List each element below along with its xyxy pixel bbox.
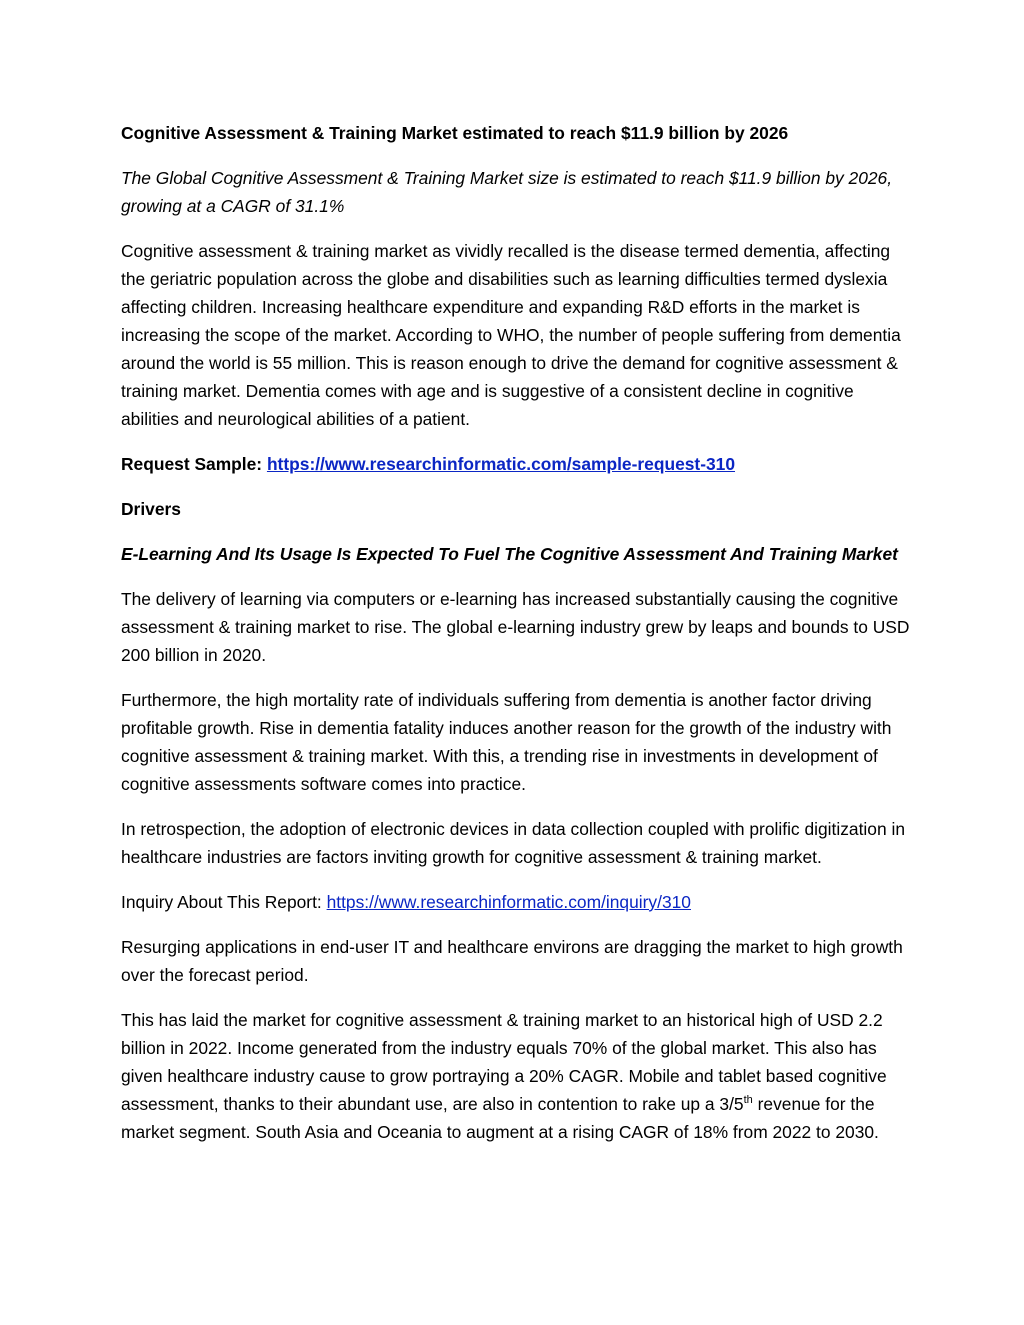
request-sample-link[interactable]: https://www.researchinformatic.com/sample-request-310 [266, 454, 736, 474]
retrospection-paragraph: In retrospection, the adoption of electronic devices in data collection coupled with prolific digitization in healthcare industries are factors inviting growth for cognitive assessment & training market. [121, 819, 905, 867]
drivers-heading: Drivers [121, 499, 181, 519]
request-sample-line [121, 450, 911, 478]
inquiry-link[interactable]: https://www.researchinformatic.com/inquiry/310 [326, 892, 691, 912]
intro-paragraph: Cognitive assessment & training market as vividly recalled is the disease termed dementia, affecting the geriatric population across the globe and disabilities such as learning difficulties termed dyslexia affecting children. Increasing healthcare expenditure and expanding R&D efforts in the market is increasing the scope of the market. According to WHO, the number of people suffering from dementia around the world is 55 million. This is reason enough to drive the demand for cognitive assessment & training market. Dementia comes with age and is suggestive of a consistent decline in cognitive abilities and neurological abilities of a patient. [121, 241, 901, 429]
ordinal-superscript: th [743, 1094, 753, 1107]
request-sample-label: Request Sample: [121, 454, 267, 474]
inquiry-label: Inquiry About This Report: [121, 892, 327, 912]
final-paragraph [121, 1006, 911, 1146]
document-page [121, 119, 911, 1163]
resurging-paragraph: Resurging applications in end-user IT and healthcare environs are dragging the market to high growth over the forecast period. [121, 937, 903, 985]
drivers-subheading: E-Learning And Its Usage Is Expected To Fuel The Cognitive Assessment And Training Market [121, 544, 898, 564]
document-title: Cognitive Assessment & Training Market estimated to reach $11.9 billion by 2026 [121, 123, 789, 143]
final-paragraph-text-start: This has laid the market for cognitive assessment & training market to an historical high of USD 2.2 billion in 2022. Income generated from the industry equals 70% of the global market. This also has given healthcare industry cause to grow portraying a 20% CAGR. Mobile and tablet based cognitive assessment, thanks to their abundant use, are also in contention to rake up a 3/5 [121, 1010, 887, 1114]
inquiry-line [121, 888, 911, 916]
document-subtitle: The Global Cognitive Assessment & Training Market size is estimated to reach $11.9 billion by 2026, growing at a CAGR of 31.1% [121, 168, 893, 216]
elearning-paragraph: The delivery of learning via computers or e-learning has increased substantially causing the cognitive assessment & training market to rise. The global e-learning industry grew by leaps and bounds to USD 200 billion in 2020. [121, 589, 910, 665]
mortality-paragraph: Furthermore, the high mortality rate of individuals suffering from dementia is another factor driving profitable growth. Rise in dementia fatality induces another reason for the growth of the industry with cognitive assessment & training market. With this, a trending rise in investments in development of cognitive assessments software comes into practice. [121, 690, 892, 794]
final-paragraph-text-end: revenue for the market segment. South Asia and Oceania to augment at a rising CAGR of 18% from 2022 to 2030. [121, 1094, 879, 1142]
